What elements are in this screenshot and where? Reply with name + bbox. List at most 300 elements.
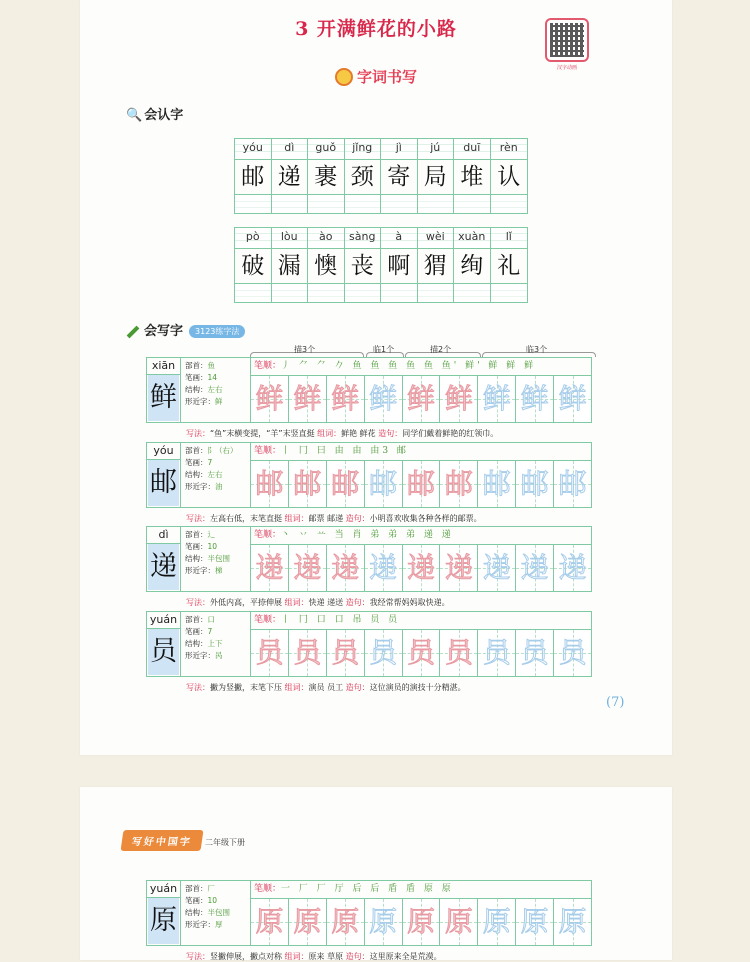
info-value: 7: [207, 627, 213, 636]
info-value: 14: [207, 373, 218, 382]
stroke-order-sequence: 丨 冂 曰 由 由 由3 邮: [281, 446, 409, 456]
empty-outline-character: 员: [482, 636, 511, 669]
tip-sentence: 同学们戴着鲜艳的红领巾。: [402, 429, 499, 438]
tian-grid-cell[interactable]: [554, 461, 591, 507]
tian-grid-row: [251, 461, 591, 507]
pinyin: xuàn: [454, 228, 490, 249]
tian-grid-cell[interactable]: [365, 545, 403, 591]
trace-character: 原: [444, 905, 473, 938]
workbook-page-2: [80, 787, 672, 960]
stroke-order-label: 笔顺：: [254, 446, 282, 456]
model-character: 鲜: [148, 375, 179, 421]
tian-grid-row: [251, 376, 591, 422]
read-cell: [272, 228, 309, 302]
writing-tips: [146, 423, 592, 439]
tip-label: 造句：: [378, 429, 403, 438]
pinyin: yuán: [147, 612, 180, 629]
info-strokes: [185, 895, 248, 907]
info-value: 厂: [207, 884, 215, 893]
trace-character: 原: [407, 905, 436, 938]
trace-character: 员: [407, 636, 436, 669]
writing-lines[interactable]: [235, 283, 271, 302]
empty-outline-character: 原: [369, 905, 398, 938]
writing-lines[interactable]: [491, 194, 528, 213]
trace-character: 递: [331, 551, 360, 584]
tian-grid-cell[interactable]: [251, 461, 289, 507]
info-structure: [185, 638, 248, 650]
tian-grid-cell[interactable]: [554, 630, 591, 676]
tian-grid-cell[interactable]: [327, 376, 365, 422]
practice-grid: [250, 442, 592, 508]
phase-label: 临1个: [373, 345, 395, 354]
character: 绚: [460, 253, 484, 279]
tian-grid-cell[interactable]: [440, 461, 478, 507]
writing-lines[interactable]: [418, 194, 454, 213]
page-number: (7): [606, 695, 625, 710]
tian-grid-cell[interactable]: [289, 630, 327, 676]
tip-words: 演员 员工: [308, 683, 344, 692]
stroke-order-label: 笔顺：: [254, 615, 282, 625]
stroke-order-label: 笔顺：: [254, 884, 282, 894]
trace-character: 递: [255, 551, 284, 584]
tian-grid-cell[interactable]: [365, 376, 403, 422]
writing-lines[interactable]: [418, 283, 454, 302]
stroke-order-label: 笔顺：: [254, 361, 282, 371]
tip-method: 竖撇伸展，撇点对称: [210, 952, 282, 961]
character: 礼: [497, 253, 521, 279]
writing-lines[interactable]: [454, 194, 490, 213]
empty-outline-character: 员: [558, 636, 587, 669]
info-strokes: [185, 626, 248, 638]
info-radical: [185, 445, 248, 457]
info-label: 形近字：: [185, 651, 215, 660]
model-character: 原: [148, 898, 179, 944]
write-block-top: [146, 611, 592, 677]
stroke-order-label: 笔顺：: [254, 530, 282, 540]
empty-outline-character: 邮: [558, 467, 587, 500]
pinyin: sàng: [345, 228, 381, 249]
char-card: [146, 357, 180, 423]
tian-grid-cell[interactable]: [554, 545, 591, 591]
tian-grid-cell[interactable]: [251, 630, 289, 676]
pinyin: rèn: [491, 139, 528, 160]
trace-character: 递: [293, 551, 322, 584]
writing-lines[interactable]: [345, 283, 381, 302]
writing-lines[interactable]: [381, 194, 417, 213]
empty-outline-character: 邮: [520, 467, 549, 500]
info-value: 油: [215, 482, 223, 491]
char-info: [180, 357, 250, 423]
info-radical: [185, 614, 248, 626]
stroke-order: [251, 443, 591, 461]
read-cell: [491, 228, 528, 302]
info-value: 梯: [215, 566, 223, 575]
stroke-order-sequence: 丶 丷 䒑 当 肖 弟 弟 弟 递 递: [281, 530, 454, 540]
tip-label: 写法：: [186, 952, 210, 961]
trace-character: 原: [255, 905, 284, 938]
pinyin: lòu: [272, 228, 308, 249]
writing-lines[interactable]: [272, 194, 308, 213]
magnifier-icon: 🔍: [126, 108, 143, 123]
tip-label: 组词：: [317, 429, 342, 438]
trace-character: 邮: [444, 467, 473, 500]
tip-label: 组词：: [284, 683, 309, 692]
trace-character: 员: [331, 636, 360, 669]
pencil-icon: [127, 325, 140, 338]
tip-method: 外低内高，平捺伸展: [210, 598, 282, 607]
empty-outline-character: 邮: [482, 467, 511, 500]
info-label: 结构：: [185, 908, 208, 917]
writing-lines[interactable]: [272, 283, 308, 302]
tip-words: 邮票 邮递: [308, 514, 344, 523]
read-cell: [381, 139, 418, 213]
qr-code[interactable]: [545, 18, 589, 62]
tian-grid-cell[interactable]: [440, 376, 478, 422]
qr-pattern: [550, 23, 584, 57]
character: 猬: [423, 253, 447, 279]
tian-grid-cell[interactable]: [516, 376, 554, 422]
tian-grid-cell[interactable]: [365, 461, 403, 507]
tip-label: 写法：: [186, 598, 210, 607]
info-value: 阝（右）: [207, 446, 238, 455]
character: 认: [497, 164, 521, 190]
practice-grid: [250, 880, 592, 946]
info-label: 部首：: [185, 361, 208, 370]
trace-character: 鲜: [407, 382, 436, 415]
writing-lines[interactable]: [308, 194, 344, 213]
pinyin: jú: [418, 139, 454, 160]
empty-outline-character: 递: [482, 551, 511, 584]
empty-outline-character: 员: [369, 636, 398, 669]
write-block: [146, 442, 592, 524]
tian-grid-cell[interactable]: [554, 899, 591, 945]
read-cell: [381, 228, 418, 302]
tian-grid-cell[interactable]: [403, 630, 441, 676]
pinyin: guǒ: [308, 139, 344, 160]
char-card: [146, 880, 180, 946]
tian-grid-cell[interactable]: [365, 899, 403, 945]
writing-tips: [146, 677, 592, 693]
tip-sentence: 这里原来全是荒漠。: [369, 952, 442, 961]
write-block: [146, 526, 592, 608]
info-similar: [185, 919, 248, 931]
info-radical: [185, 883, 248, 895]
char-card: [146, 526, 180, 592]
trace-character: 鲜: [444, 382, 473, 415]
empty-outline-character: 递: [369, 551, 398, 584]
read-cell: [308, 139, 345, 213]
empty-outline-character: 鲜: [482, 382, 511, 415]
trace-character: 递: [407, 551, 436, 584]
tian-grid-cell[interactable]: [516, 545, 554, 591]
tian-grid-row: [251, 899, 591, 945]
info-value: 半包围: [207, 554, 230, 563]
tian-grid-cell[interactable]: [478, 376, 516, 422]
pinyin: jì: [381, 139, 417, 160]
write-block-top: [146, 357, 592, 423]
read-cell: [418, 139, 455, 213]
stroke-order: [251, 358, 591, 376]
phase-label: 描2个: [430, 345, 452, 354]
pinyin: dì: [272, 139, 308, 160]
char-info: [180, 880, 250, 946]
character: 裹: [314, 164, 338, 190]
info-label: 部首：: [185, 446, 208, 455]
char-card: [146, 442, 180, 508]
tian-grid-cell[interactable]: [478, 545, 516, 591]
character: 懊: [314, 253, 338, 279]
info-label: 形近字：: [185, 397, 215, 406]
write-block: [146, 611, 592, 693]
tian-grid-cell[interactable]: [440, 545, 478, 591]
read-cell: [454, 139, 491, 213]
character: 邮: [241, 164, 265, 190]
read-cell: [454, 228, 491, 302]
tian-grid-cell[interactable]: [478, 630, 516, 676]
tian-grid-row: [251, 630, 591, 676]
pinyin: à: [381, 228, 417, 249]
info-label: 笔画：: [185, 458, 208, 467]
trace-character: 原: [293, 905, 322, 938]
tip-words: 快递 递送: [308, 598, 344, 607]
writing-lines[interactable]: [345, 194, 381, 213]
character: 堆: [460, 164, 484, 190]
character: 丧: [350, 253, 374, 279]
section-title: 字词书写: [356, 68, 417, 86]
tip-label: 组词：: [284, 514, 309, 523]
tian-grid-cell[interactable]: [516, 630, 554, 676]
trace-character: 原: [331, 905, 360, 938]
info-label: 结构：: [185, 554, 208, 563]
tian-grid-cell[interactable]: [327, 545, 365, 591]
pinyin: xiān: [147, 358, 180, 375]
info-label: 结构：: [185, 639, 208, 648]
tian-grid-cell[interactable]: [289, 545, 327, 591]
stroke-order: [251, 612, 591, 630]
tian-grid-cell[interactable]: [327, 630, 365, 676]
char-info: [180, 526, 250, 592]
info-value: 10: [207, 896, 218, 905]
pinyin: yóu: [147, 443, 180, 460]
empty-outline-character: 原: [520, 905, 549, 938]
pinyin: pò: [235, 228, 271, 249]
tip-words: 鲜艳 鲜花: [341, 429, 376, 438]
tian-grid-cell[interactable]: [554, 376, 591, 422]
info-label: 形近字：: [185, 566, 215, 575]
tian-grid-cell[interactable]: [516, 461, 554, 507]
empty-outline-character: 鲜: [369, 382, 398, 415]
info-label: 笔画：: [185, 896, 208, 905]
grade-label: 二年级下册: [205, 838, 245, 847]
tian-grid-cell[interactable]: [365, 630, 403, 676]
info-structure: [185, 553, 248, 565]
stroke-order-sequence: 丿 ⺈ ⺈ 𠂊 鱼 鱼 鱼 鱼 鱼 鱼' 鲜' 鲜 鲜 鲜: [281, 361, 537, 371]
trace-character: 鲜: [293, 382, 322, 415]
info-similar: [185, 396, 248, 408]
read-row-1: [234, 138, 528, 214]
write-block: [146, 357, 592, 439]
lesson-title: 3 开满鲜花的小路: [295, 18, 457, 40]
info-strokes: [185, 457, 248, 469]
trace-character: 员: [293, 636, 322, 669]
read-cell: [491, 139, 528, 213]
empty-outline-character: 原: [482, 905, 511, 938]
tian-grid-cell[interactable]: [251, 376, 289, 422]
info-label: 笔画：: [185, 373, 208, 382]
model-character: 员: [148, 629, 179, 675]
tip-label: 组词：: [284, 598, 309, 607]
writing-lines[interactable]: [381, 283, 417, 302]
stroke-order: [251, 881, 591, 899]
character: 啊: [387, 253, 411, 279]
write-block: [146, 880, 592, 962]
tip-method: 左高右低，末笔直挺: [210, 514, 282, 523]
stroke-order-sequence: 丨 冂 口 口 吊 员 员: [281, 615, 401, 625]
section-heading: [80, 66, 672, 87]
tip-label: 造句：: [345, 952, 370, 961]
tip-label: 造句：: [345, 683, 370, 692]
stroke-order: [251, 527, 591, 545]
tip-words: 原来 草原: [308, 952, 344, 961]
info-label: 部首：: [185, 615, 208, 624]
character: 破: [241, 253, 265, 279]
read-cell: [418, 228, 455, 302]
tian-grid-cell[interactable]: [289, 461, 327, 507]
tian-grid-cell[interactable]: [478, 461, 516, 507]
qr-label: 汉字动画: [556, 65, 577, 71]
char-info: [180, 611, 250, 677]
tip-sentence: 小明喜欢收集各种各样的邮票。: [369, 514, 482, 523]
trace-character: 员: [255, 636, 284, 669]
tip-label: 造句：: [345, 598, 370, 607]
tian-grid-cell[interactable]: [403, 461, 441, 507]
info-label: 部首：: [185, 530, 208, 539]
practice-grid: [250, 526, 592, 592]
writing-lines[interactable]: [491, 283, 528, 302]
info-value: 口: [207, 615, 215, 624]
workbook-page-1: [80, 0, 672, 755]
trace-character: 鲜: [331, 382, 360, 415]
tian-grid-cell[interactable]: [403, 376, 441, 422]
tian-grid-row: [251, 545, 591, 591]
tian-grid-cell[interactable]: [289, 899, 327, 945]
book-banner: 写好中国字: [121, 830, 204, 851]
method-badge[interactable]: 3123练字法: [189, 325, 245, 338]
model-character: 邮: [148, 460, 179, 506]
practice-grid: [250, 357, 592, 423]
read-cell: [308, 228, 345, 302]
info-strokes: [185, 541, 248, 553]
tian-grid-cell[interactable]: [403, 899, 441, 945]
tian-grid-cell[interactable]: [251, 899, 289, 945]
info-value: 半包围: [207, 908, 230, 917]
tian-grid-cell[interactable]: [440, 630, 478, 676]
writing-lines[interactable]: [235, 194, 271, 213]
info-value: 左右: [207, 470, 223, 479]
trace-character: 递: [444, 551, 473, 584]
writing-tips: [146, 508, 592, 524]
empty-outline-character: 邮: [369, 467, 398, 500]
read-cell: [345, 139, 382, 213]
tian-grid-cell[interactable]: [327, 461, 365, 507]
trace-character: 邮: [407, 467, 436, 500]
tian-grid-cell[interactable]: [478, 899, 516, 945]
mascot-icon: [335, 68, 353, 86]
tip-sentence: 我经常帮妈妈取快递。: [369, 598, 450, 607]
tian-grid-cell[interactable]: [289, 376, 327, 422]
info-value: 左右: [207, 385, 223, 394]
info-value: 厚: [215, 920, 223, 929]
info-label: 形近字：: [185, 920, 215, 929]
tian-grid-cell[interactable]: [251, 545, 289, 591]
read-cell: [235, 139, 272, 213]
model-character: 递: [148, 544, 179, 590]
write-heading: [126, 320, 245, 339]
read-cell: [235, 228, 272, 302]
info-label: 结构：: [185, 470, 208, 479]
writing-lines[interactable]: [308, 283, 344, 302]
pinyin: yuán: [147, 881, 180, 898]
character: 颈: [350, 164, 374, 190]
pinyin: jǐng: [345, 139, 381, 160]
empty-outline-character: 鲜: [558, 382, 587, 415]
tian-grid-cell[interactable]: [327, 899, 365, 945]
trace-character: 邮: [255, 467, 284, 500]
info-label: 部首：: [185, 884, 208, 893]
writing-lines[interactable]: [454, 283, 490, 302]
pinyin: yóu: [235, 139, 271, 160]
pinyin: lǐ: [491, 228, 528, 249]
info-value: 鱼: [207, 361, 215, 370]
info-value: 7: [207, 458, 213, 467]
read-cell: [272, 139, 309, 213]
phase-label: 描3个: [294, 345, 316, 354]
phase-label: 临3个: [526, 345, 548, 354]
writing-tips: [146, 592, 592, 608]
empty-outline-character: 原: [558, 905, 587, 938]
empty-outline-character: 递: [520, 551, 549, 584]
tip-label: 写法：: [186, 429, 210, 438]
info-structure: [185, 907, 248, 919]
character: 寄: [387, 164, 411, 190]
read-heading: [126, 104, 183, 123]
tip-label: 组词：: [284, 952, 309, 961]
info-value: 鲜: [215, 397, 223, 406]
read-row-2: [234, 227, 528, 303]
trace-character: 员: [444, 636, 473, 669]
write-block-top: [146, 526, 592, 592]
book-label: [122, 830, 245, 851]
trace-character: 鲜: [255, 382, 284, 415]
trace-character: 邮: [293, 467, 322, 500]
info-similar: [185, 650, 248, 662]
character: 局: [423, 164, 447, 190]
pinyin: ào: [308, 228, 344, 249]
tip-sentence: 这位演员的演技十分精湛。: [369, 683, 466, 692]
tian-grid-cell[interactable]: [403, 545, 441, 591]
trace-character: 邮: [331, 467, 360, 500]
read-heading-text: 会认字: [144, 108, 184, 123]
char-info: [180, 442, 250, 508]
tian-grid-cell[interactable]: [516, 899, 554, 945]
tian-grid-cell[interactable]: [440, 899, 478, 945]
pinyin: wèi: [418, 228, 454, 249]
practice-phase-bar: [250, 346, 595, 356]
info-label: 形近字：: [185, 482, 215, 491]
write-block-top: [146, 442, 592, 508]
char-card: [146, 611, 180, 677]
character: 漏: [277, 253, 301, 279]
